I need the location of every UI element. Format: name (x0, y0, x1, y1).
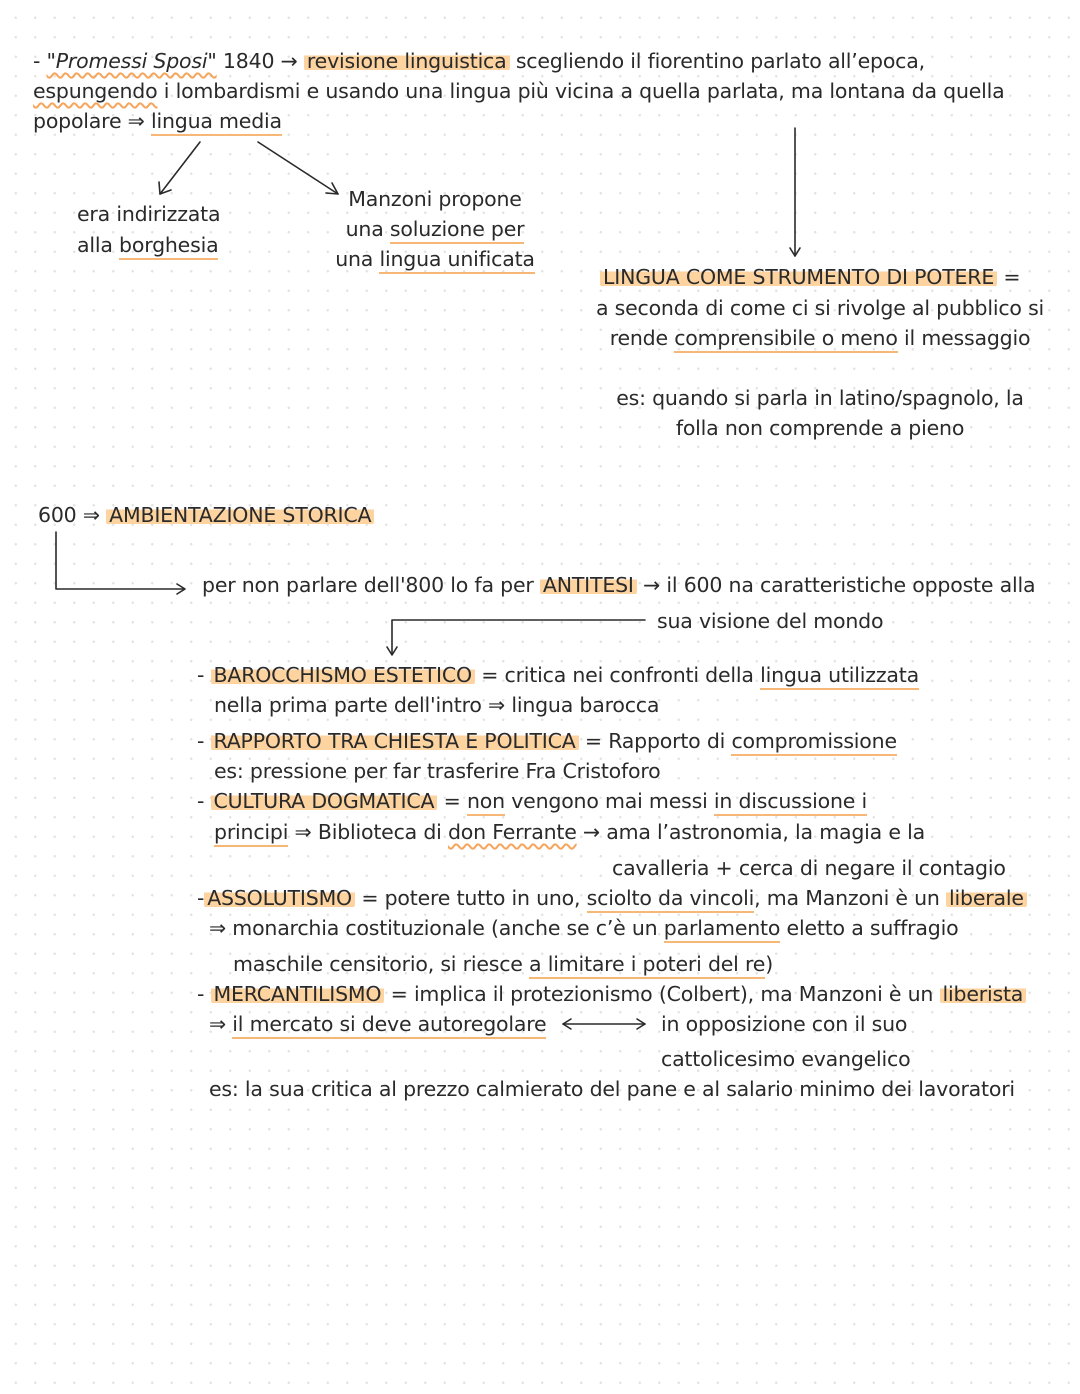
in-discussione-term: in discussione i (714, 789, 867, 816)
assolutismo-highlight: ASSOLUTISMO (204, 886, 355, 910)
lingua-potere-heading: LINGUA COME STRUMENTO DI POTERE = (600, 263, 1020, 291)
sciolto-vincoli-term: sciolto da vincoli (587, 886, 755, 913)
lingua-media-term: lingua media (151, 109, 282, 136)
lingua-utilizzata-term: lingua utilizzata (760, 663, 919, 690)
mercantilismo-highlight: MERCANTILISMO (211, 982, 385, 1006)
chiesa-politica-line: - RAPPORTO TRA CHIESTA E POLITICA = Rapporto di compromissione (197, 727, 897, 755)
assolutismo-l2: ⇒ monarchia costituzionale (anche se c’è un parlamento eletto a suffragio (209, 914, 958, 942)
opposizione-line: in opposizione con il suo (661, 1012, 908, 1036)
cultura-dogmatica-l3: cavalleria + cerca di negare il contagio (612, 856, 1006, 880)
cattolicesimo-line: cattolicesimo evangelico (661, 1047, 911, 1071)
principi-term: principi (214, 820, 288, 847)
chiesa-politica-l2: es: pressione per far trasferire Fra Cristoforo (214, 759, 661, 783)
assolutismo-line: - ASSOLUTISMO = potere tutto in uno, sciolto da vincoli, ma Manzoni è un liberale (197, 884, 1027, 912)
pane-example-line: es: la sua critica al prezzo calmierato del pane e al salario minimo dei lavoratori (209, 1077, 1015, 1101)
arrow-to-list (387, 620, 645, 655)
liberista-highlight: liberista (940, 982, 1027, 1006)
non-term: non (467, 789, 505, 816)
cultura-dogmatica-l2: principi ⇒ Biblioteca di don Ferrante → ama l’astronomia, la magia e la (214, 818, 925, 846)
arrow-to-lingua-potere (790, 128, 800, 256)
lingua-media-line: popolare ⇒ lingua media (33, 107, 282, 135)
promessi-sposi-line: - "Promessi Sposi" 1840 → revisione linguistica scegliendo il fiorentino parlato all’epoca, (33, 49, 925, 73)
limitare-poteri-term: a limitare i poteri del re (529, 952, 765, 979)
cultura-dogmatica-line: - CULTURA DOGMATICA = non vengono mai messi in discussione i (197, 787, 867, 815)
latino-example-l2: folla non comprende a pieno (675, 416, 965, 440)
manzoni-propone-l2: una soluzione per (325, 215, 545, 243)
borghesia-note-l1: era indirizzata (77, 202, 221, 226)
lingua-unificata-term: lingua unificata (379, 247, 534, 274)
revisione-linguistica-highlight: revisione linguistica (304, 49, 510, 73)
mercato-autoregolare-term: il mercato si deve autoregolare (232, 1012, 546, 1039)
soluzione-per-term: soluzione per (390, 217, 524, 244)
borghesia-note-l2: alla borghesia (77, 231, 218, 259)
mercantilismo-line: - MERCANTILISMO = implica il protezionismo (Colbert), ma Manzoni è un liberista (197, 980, 1026, 1008)
arrow-to-borghesia (159, 142, 200, 194)
manzoni-propone-l1: Manzoni propone (348, 187, 522, 211)
liberale-highlight: liberale (946, 886, 1027, 910)
double-arrow-opposizione (563, 1019, 645, 1029)
manzoni-propone-l3: una lingua unificata (325, 245, 545, 273)
barocchismo-line: - BAROCCHISMO ESTETICO = critica nei confronti della lingua utilizzata (197, 661, 919, 689)
promessi-sposi-title: "Promessi Sposi" (46, 49, 217, 73)
barocchismo-l2: nella prima parte dell'intro ⇒ lingua barocca (214, 693, 660, 717)
barocchismo-highlight: BAROCCHISMO ESTETICO (211, 663, 475, 687)
lombardismi-line: espungendo i lombardismi e usando una lingua più vicina a quella parlata, ma lontana da quella (33, 79, 1005, 103)
ambientazione-heading: 600 ⇒ AMBIENTAZIONE STORICA (38, 501, 374, 529)
parlamento-term: parlamento (664, 916, 780, 943)
espungendo-word: espungendo (33, 79, 158, 103)
compromissione-term: compromissione (731, 729, 896, 756)
ambientazione-highlight: AMBIENTAZIONE STORICA (106, 503, 374, 527)
latino-example-l1: es: quando si parla in latino/spagnolo, la (616, 386, 1024, 410)
lingua-potere-highlight: LINGUA COME STRUMENTO DI POTERE (600, 265, 997, 289)
antitesi-line: per non parlare dell'800 lo fa per ANTITESI → il 600 na caratteristiche opposte alla (202, 573, 1036, 597)
lingua-potere-l2: a seconda di come ci si rivolge al pubblico si (595, 296, 1045, 320)
don-ferrante-term: don Ferrante (447, 820, 577, 844)
chiesa-politica-highlight: RAPPORTO TRA CHIESTA E POLITICA (211, 729, 579, 753)
arrow-to-antitesi (56, 532, 185, 594)
antitesi-highlight: ANTITESI (540, 573, 637, 597)
visione-mondo-line: sua visione del mondo (657, 609, 884, 633)
assolutismo-l3: maschile censitorio, si riesce a limitare i poteri del re) (233, 950, 773, 978)
mercantilismo-l2: ⇒ il mercato si deve autoregolare (209, 1010, 546, 1038)
cultura-dogmatica-highlight: CULTURA DOGMATICA (211, 789, 438, 813)
borghesia-term: borghesia (119, 233, 218, 260)
comprensibile-term: comprensibile o meno (674, 326, 897, 353)
lingua-potere-l3: rende comprensibile o meno il messaggio (585, 324, 1055, 352)
